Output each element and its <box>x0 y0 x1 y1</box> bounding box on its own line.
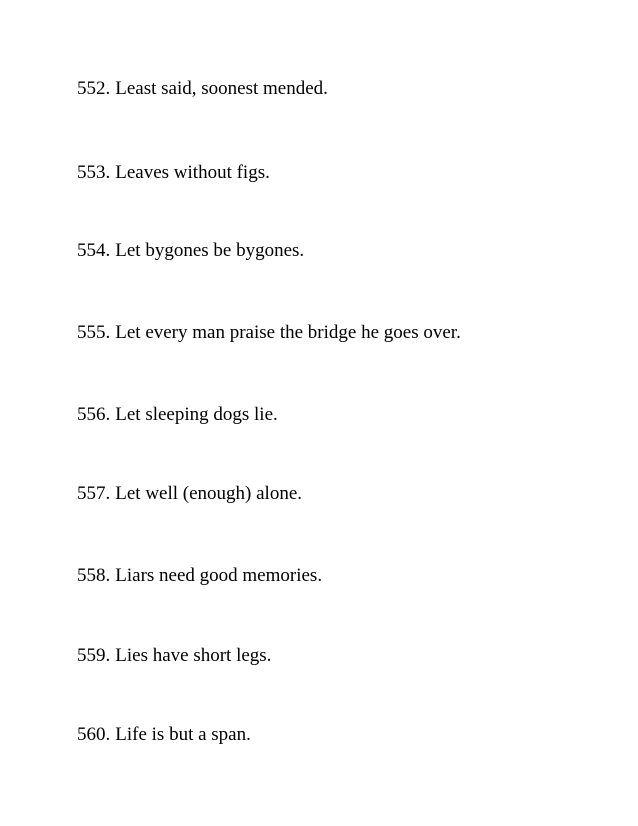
proverb-item <box>77 404 278 426</box>
proverb-text: Liars need good memories. <box>115 565 323 586</box>
proverb-item <box>77 162 270 184</box>
proverb-number: 559. <box>77 645 111 666</box>
proverb-number: 553. <box>77 162 111 183</box>
proverb-number: 560. <box>77 724 111 745</box>
proverb-text: Lies have short legs. <box>115 645 272 666</box>
proverb-text: Life is but a span. <box>115 724 251 745</box>
proverb-text: Leaves without figs. <box>115 162 270 183</box>
proverb-number: 555. <box>77 322 111 343</box>
proverb-item <box>77 78 328 100</box>
proverb-item <box>77 483 302 505</box>
proverb-item <box>77 724 251 746</box>
proverb-text: Let sleeping dogs lie. <box>115 404 278 425</box>
proverb-text: Let every man praise the bridge he goes over. <box>115 322 461 343</box>
proverb-number: 556. <box>77 404 111 425</box>
proverb-text: Let bygones be bygones. <box>115 240 305 261</box>
proverb-item <box>77 645 271 667</box>
proverb-item <box>77 565 322 587</box>
proverb-text: Let well (enough) alone. <box>115 483 303 504</box>
proverb-number: 552. <box>77 78 111 99</box>
proverb-number: 554. <box>77 240 111 261</box>
proverb-text: Least said, soonest mended. <box>115 78 328 99</box>
proverb-number: 558. <box>77 565 111 586</box>
proverb-item <box>77 322 461 344</box>
proverb-number: 557. <box>77 483 111 504</box>
proverb-item <box>77 240 304 262</box>
